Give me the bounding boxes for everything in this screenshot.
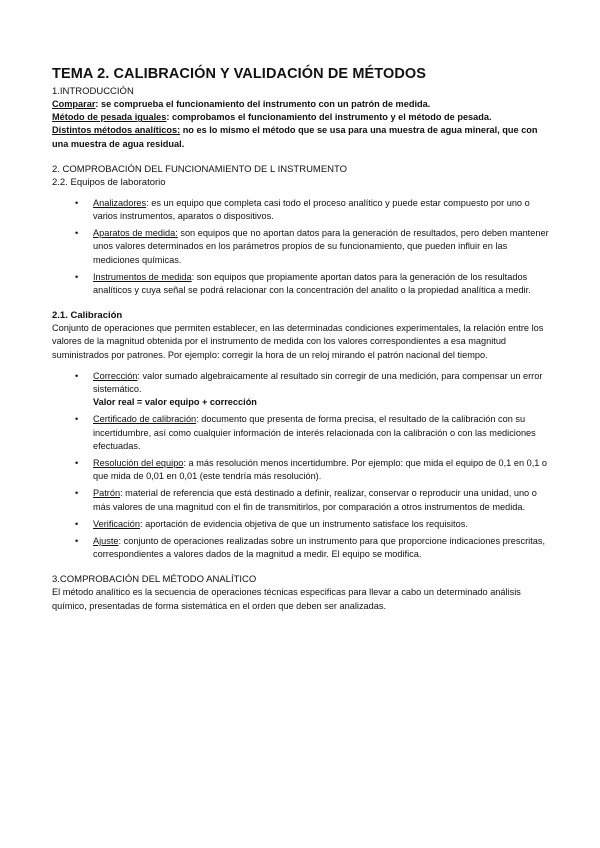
intro-item	[52, 98, 550, 111]
item-term: Patrón	[93, 488, 121, 499]
calibracion-list	[52, 370, 550, 562]
bullet-icon: •	[75, 458, 79, 469]
list-item	[52, 413, 550, 453]
list-item	[52, 271, 550, 297]
intro-heading: 1.INTRODUCCIÓN	[52, 86, 134, 97]
item-term: Instrumentos de medida	[93, 271, 192, 282]
intro-text: no es lo mismo el método que se usa para una muestra de agua mineral, que con una muestra de agua residual.	[52, 125, 538, 149]
intro-term: Distintos métodos analíticos:	[52, 125, 181, 136]
list-item	[52, 370, 550, 410]
bullet-icon: •	[75, 197, 79, 208]
section-2-heading: 2. COMPROBACIÓN DEL FUNCIONAMIENTO DE L INSTRUMENTO	[52, 163, 348, 175]
item-text: : documento que presenta de forma precisa, el resultado de la calibración con su incertidumbre, así como cualquier información de interés relacionada con la calibración o con las mediciones efectuadas.	[93, 414, 536, 451]
section-2-1-heading: 2.1. Calibración	[52, 310, 123, 322]
list-item	[52, 227, 550, 267]
bullet-icon: •	[75, 488, 79, 499]
intro-term: Método de pesada iguales	[52, 112, 167, 123]
item-term: Verificación	[93, 518, 140, 529]
item-text: : conjunto de operaciones realizadas sobre un instrumento para que proporcione indicaciones prescritas, correspondientes a valores dados de la magnitud a medir. El equipo se modifica.	[93, 536, 545, 560]
calibracion-definition: Conjunto de operaciones que permiten establecer, en las determinadas condiciones experimentales, la relación entre los valores de la magnitud obtenida por el instrumento de medida con los valores correspondientes a esa magnitud suministrados por patrones. Por ejemplo: corregir la hora de un reloj mirando el patrón nacional del tiempo.	[52, 323, 544, 360]
list-item	[52, 197, 550, 223]
intro-item	[52, 124, 550, 150]
bullet-icon: •	[75, 228, 79, 239]
item-text: : aportación de evidencia objetiva de que un instrumento satisface los requisitos.	[139, 518, 468, 529]
bullet-icon: •	[75, 414, 79, 425]
list-item	[52, 487, 550, 513]
section-3-heading: 3.COMPROBACIÓN DEL MÉTODO ANALÍTICO	[52, 574, 257, 586]
intro-text: : se comprueba el funcionamiento del instrumento con un patrón de medida.	[95, 99, 431, 109]
list-item	[52, 535, 550, 561]
bullet-icon: •	[75, 518, 79, 529]
page-title: TEMA 2. CALIBRACIÓN Y VALIDACIÓN DE MÉTODOS	[52, 66, 427, 82]
section-3-text: El método analítico es la secuencia de operaciones técnicas especificas para llevar a cabo un determinado análisis químico, presentadas de forma sistemática en el orden que deben ser analizadas.	[52, 587, 521, 611]
item-text: : a más resolución menos incertidumbre. Por ejemplo: que mida el equipo de 0,1 en 0,1 o que mida de 0,01 en 0,01 (este tendría más resolución).	[93, 458, 548, 482]
equipos-list	[52, 197, 550, 297]
item-term: Analizadores	[93, 197, 147, 208]
bullet-icon: •	[75, 536, 79, 547]
intro-text: : comprobamos el funcionamiento del instrumento y el método de pesada.	[166, 112, 492, 123]
item-term: Aparatos de medida:	[93, 228, 178, 239]
item-text: son equipos que no aportan datos para la generación de resultados, pero deben mantener unos valores determinados en los parámetros propios de su funcionamiento, que pueden influir en las mediciones químicas.	[93, 228, 549, 265]
list-item	[52, 457, 550, 483]
list-item	[52, 518, 550, 531]
item-term: Resolución del equipo	[93, 458, 184, 469]
item-term: Corrección	[93, 370, 138, 381]
item-text: : valor sumado algebraicamente al resultado sin corregir de una medición, para compensar un error sistemático.	[93, 370, 543, 395]
item-text: : es un equipo que completa casi todo el proceso analítico y puede estar compuesto por uno o varios instrumentos, aparatos o dispositivos.	[93, 197, 530, 222]
item-text: : material de referencia que está destinado a definir, realizar, conservar o reproducir una unidad, uno o más valores de una magnitud con el fin de transmitirlos, por comparación a otros instrumentos de medida.	[93, 488, 537, 512]
intro-item	[52, 111, 550, 124]
bullet-icon: •	[75, 370, 79, 381]
formula-line: Valor real = valor equipo + corrección	[93, 397, 257, 408]
item-term: Certificado de calibración	[93, 414, 197, 425]
item-term: Ajuste	[93, 536, 119, 547]
intro-term: Comparar	[52, 99, 96, 109]
section-2-2-heading: 2.2. Equipos de laboratorio	[52, 176, 166, 188]
bullet-icon: •	[75, 271, 79, 282]
item-text: : son equipos que propiamente aportan datos para la generación de los resultados analíticos y cuya señal se podrá relacionar con la concentración del analito o la propiedad analítica a medir.	[93, 271, 531, 296]
